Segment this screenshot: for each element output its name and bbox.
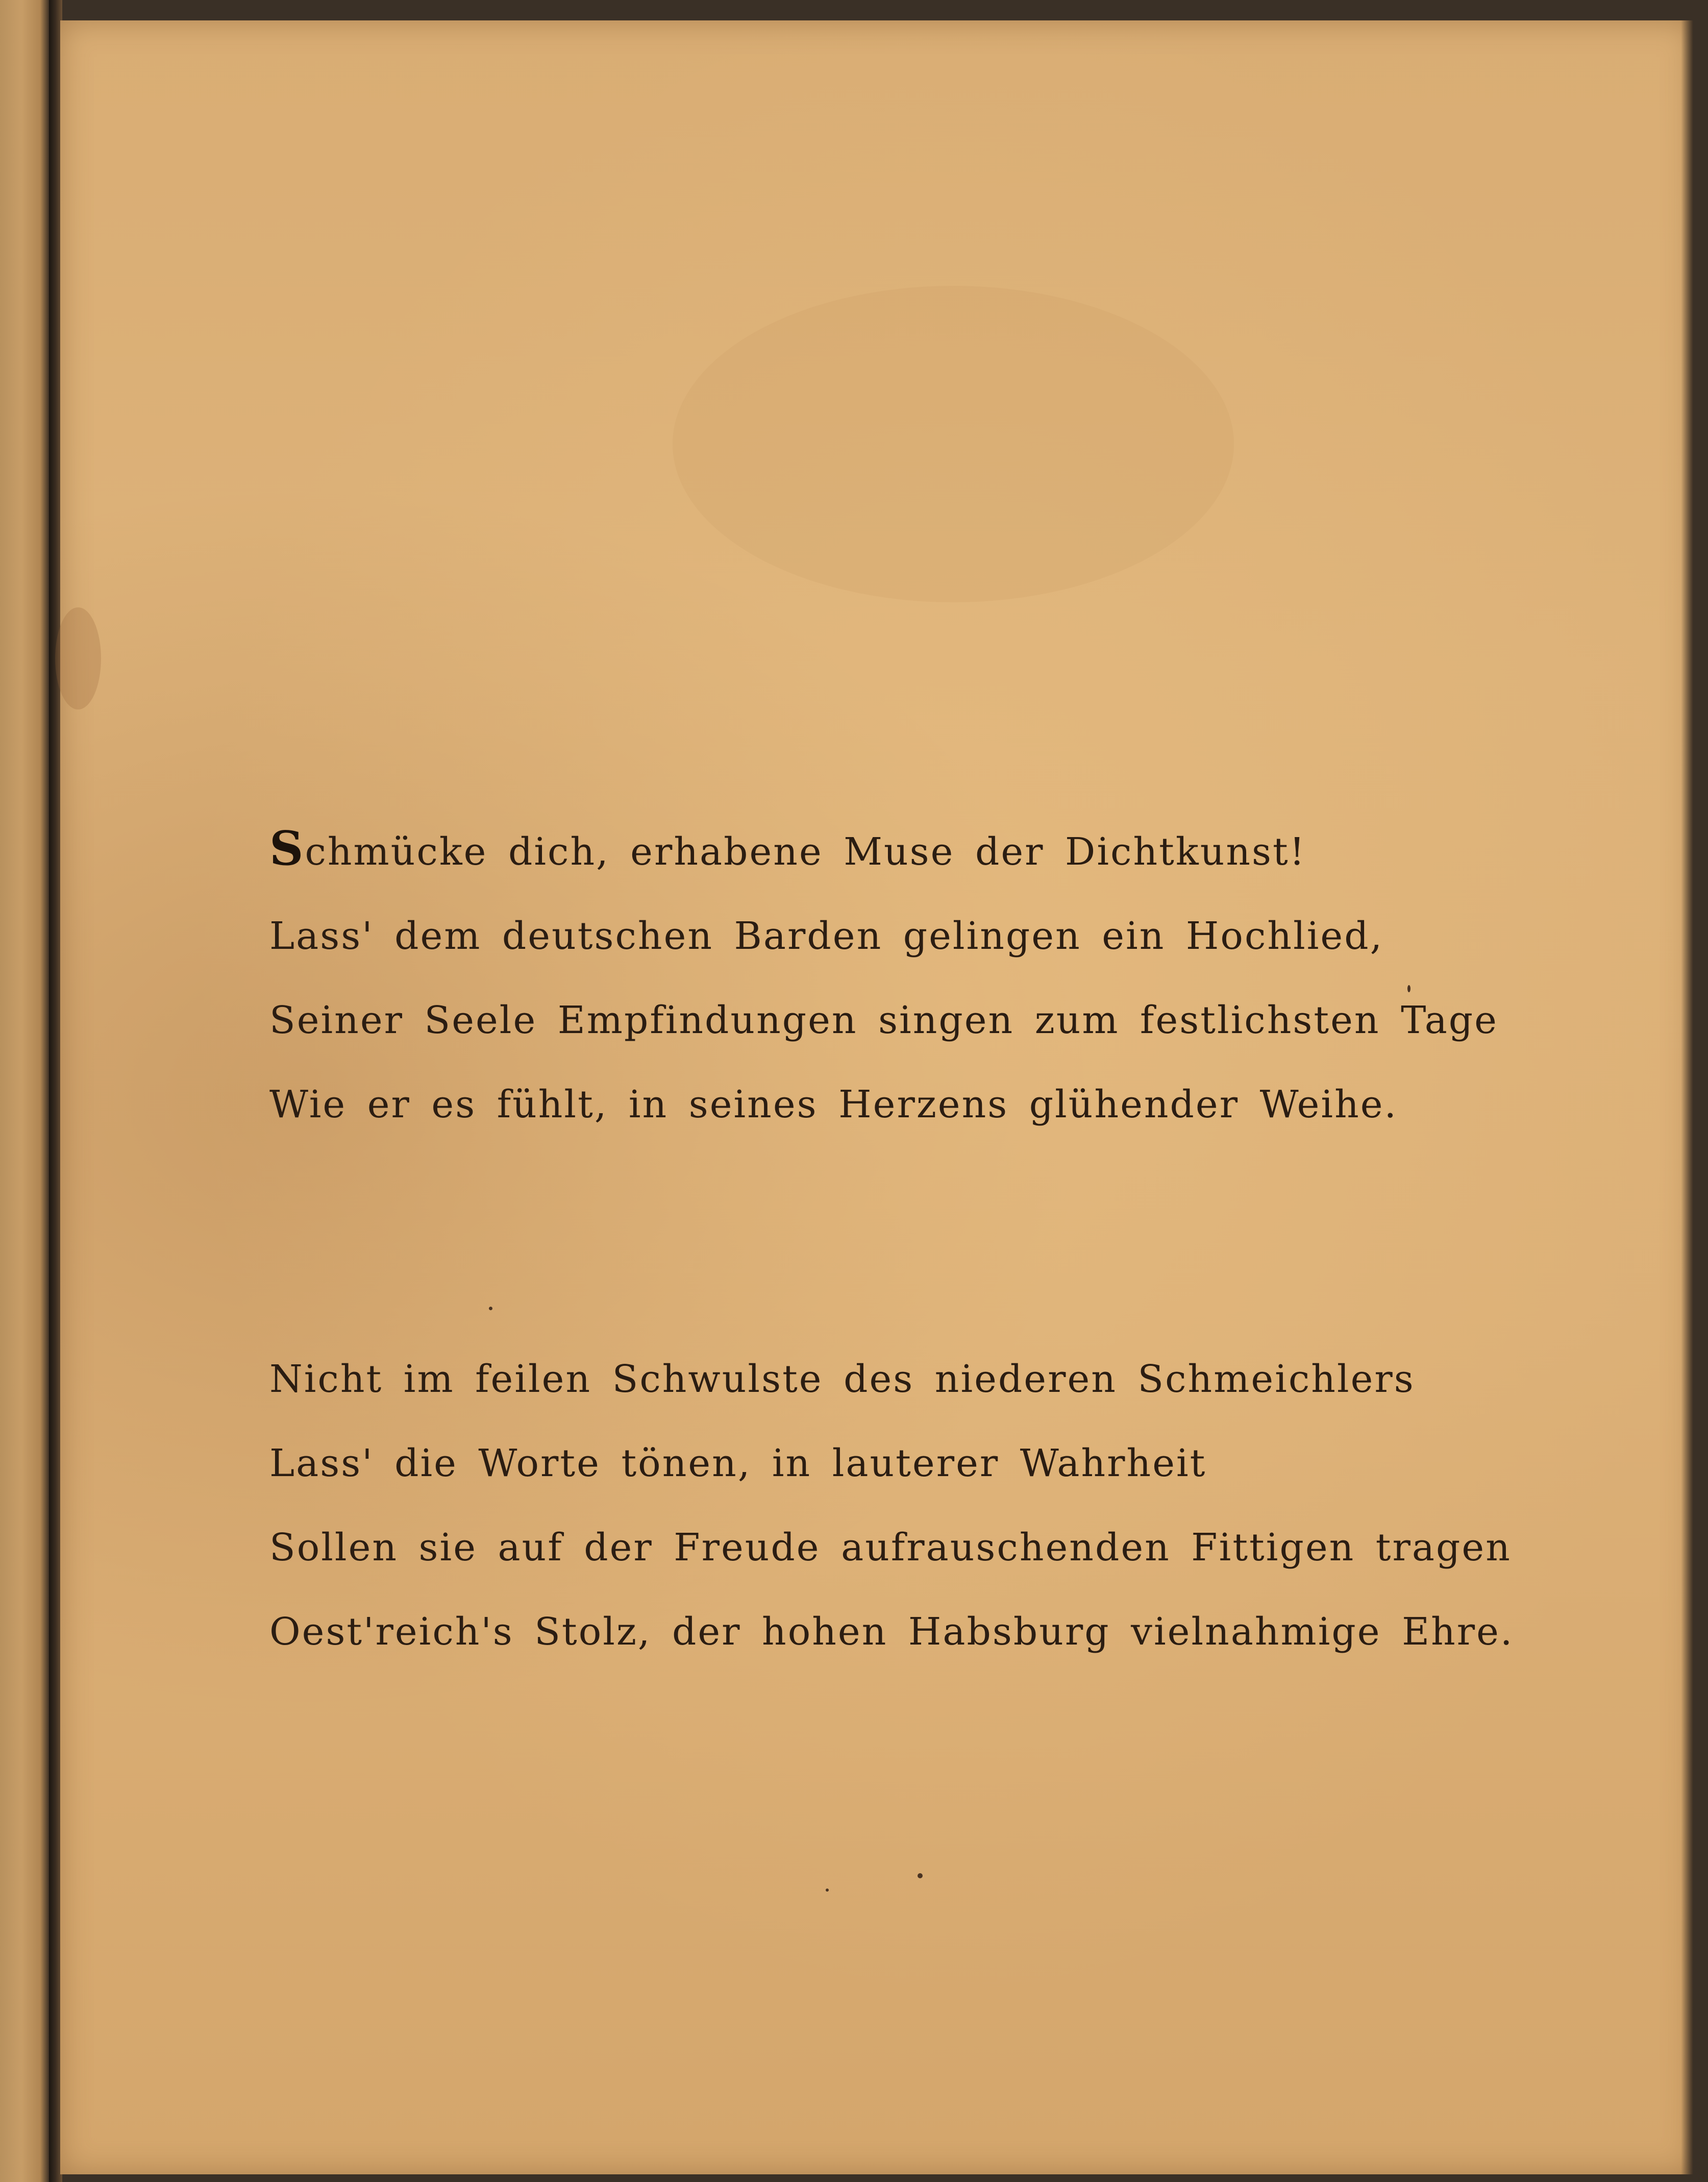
poem-stanza-1	[269, 806, 1498, 1147]
verse-line: Lass' dem deutschen Barden gelingen ein Hochlied,	[269, 914, 1384, 958]
paper-stain	[55, 607, 101, 709]
poem-stanza-2	[269, 1337, 1514, 1674]
book-page	[60, 20, 1693, 2174]
page-right-edge	[1681, 20, 1693, 2174]
previous-page-edge	[0, 0, 54, 2182]
verse-line: Lass' die Worte tönen, in lauterer Wahrheit	[269, 1441, 1207, 1485]
verse-line: Wie er es fühlt, in seines Herzens glühender Weihe.	[269, 1083, 1398, 1126]
ink-speck	[826, 1889, 829, 1892]
verse-line: Nicht im feilen Schwulste des niederen Schmeichlers	[269, 1357, 1415, 1401]
verse-line: Schmücke dich, erhabene Muse der Dichtkunst!	[269, 821, 1306, 876]
verse-line: Seiner Seele Empfindungen singen zum festlichsten Tage	[269, 998, 1498, 1042]
verse-line: Sollen sie auf der Freude aufrauschenden Fittigen tragen	[269, 1526, 1512, 1570]
ink-speck	[489, 1307, 492, 1310]
ink-speck	[918, 1873, 923, 1878]
verse-line: Oest'reich's Stolz, der hohen Habsburg vielnahmige Ehre.	[269, 1610, 1514, 1654]
paper-stain	[673, 286, 1234, 602]
